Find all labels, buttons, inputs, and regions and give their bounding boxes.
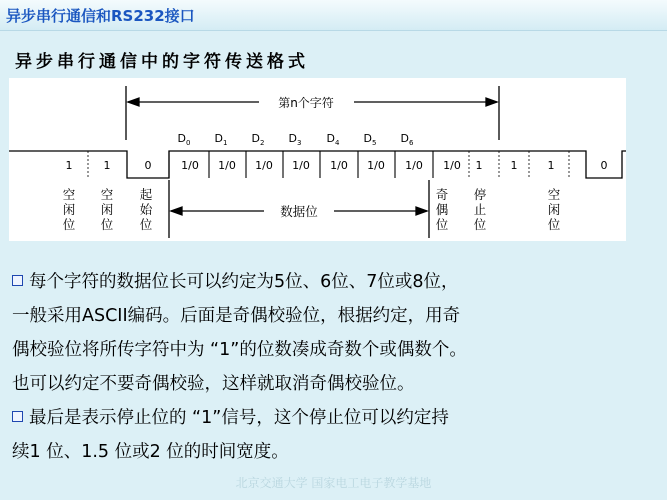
frame-label: 第n个字符 bbox=[278, 96, 334, 110]
bullet-square-icon bbox=[12, 411, 23, 422]
paragraph-2-line-1: 最后是表示停止位的 “1”信号，这个停止位可以约定持 bbox=[29, 408, 449, 428]
cell-value: 1/0 bbox=[405, 159, 423, 172]
field-label-stop: 位 bbox=[473, 217, 487, 232]
signal-waveform bbox=[9, 151, 626, 178]
bit-name-3: $D_3$ bbox=[288, 132, 302, 147]
cell-value: 1 bbox=[475, 159, 483, 172]
paragraph-2-line-2: 续1 位、1.5 位或2 位的时间宽度。 bbox=[12, 442, 289, 462]
field-label-idle3: 闲 bbox=[547, 202, 561, 217]
frame-format-svg bbox=[9, 78, 626, 241]
cell-value: 1/0 bbox=[330, 159, 348, 172]
bit-name-5: $D_5$ bbox=[363, 132, 377, 147]
field-label-idle2: 空 bbox=[100, 187, 114, 202]
frame-format-diagram bbox=[9, 78, 626, 241]
paragraph-1-line-3: 偶校验位将所传字符中为 “1”的位数凑成奇数个或偶数个。 bbox=[12, 340, 467, 360]
field-label-start: 起 bbox=[139, 187, 153, 202]
cell-value: 1/0 bbox=[367, 159, 385, 172]
field-label-idle1: 位 bbox=[62, 217, 76, 232]
cell-value: 1 bbox=[510, 159, 518, 172]
data-bits-label: 数据位 bbox=[280, 204, 318, 219]
footer-watermark: 北京交通大学 国家电工电子教学基地 bbox=[235, 476, 432, 490]
bit-name-2: $D_2$ bbox=[251, 132, 265, 147]
field-label-idle1: 闲 bbox=[62, 202, 76, 217]
title-bar bbox=[0, 0, 667, 31]
bit-name-4: $D_4$ bbox=[326, 132, 340, 147]
paragraph-2 bbox=[12, 401, 652, 469]
paragraph-1-line-1: 每个字符的数据位长可以约定为5位、6位、7位或8位， bbox=[29, 272, 459, 292]
paragraph-1-line-4: 也可以约定不要奇偶校验，这样就取消奇偶校验位。 bbox=[12, 374, 415, 394]
cell-value: 1/0 bbox=[255, 159, 273, 172]
bit-name-6: $D_6$ bbox=[400, 132, 414, 147]
slide-title: 异步串行通信和RS232接口 bbox=[6, 7, 195, 25]
field-label-idle2: 位 bbox=[100, 217, 114, 232]
cell-value: 1/0 bbox=[292, 159, 310, 172]
field-label-idle3: 位 bbox=[547, 217, 561, 232]
field-label-stop: 止 bbox=[473, 202, 487, 217]
cell-value: 1/0 bbox=[443, 159, 461, 172]
bullet-square-icon bbox=[12, 275, 23, 286]
section-heading: 异步串行通信中的字符传送格式 bbox=[15, 52, 309, 72]
field-label-parity: 偶 bbox=[435, 202, 449, 217]
field-label-idle1: 空 bbox=[62, 187, 76, 202]
field-label-idle2: 闲 bbox=[100, 202, 114, 217]
cell-value: 1 bbox=[103, 159, 111, 172]
field-label-stop: 停 bbox=[473, 187, 487, 202]
paragraph-1-line-2: 一般采用ASCII编码。后面是奇偶校验位，根据约定，用奇 bbox=[12, 306, 461, 326]
bit-name-group bbox=[178, 132, 414, 147]
cell-value: 0 bbox=[144, 159, 152, 172]
cell-value: 1/0 bbox=[218, 159, 236, 172]
field-label-start: 位 bbox=[139, 217, 153, 232]
cell-value: 1/0 bbox=[181, 159, 199, 172]
cell-divider-group bbox=[88, 151, 569, 178]
cell-value: 1 bbox=[547, 159, 555, 172]
cell-value: 1 bbox=[65, 159, 73, 172]
bit-name-1: $D_1$ bbox=[214, 132, 228, 147]
paragraph-1 bbox=[12, 265, 652, 401]
cell-value: 0 bbox=[600, 159, 608, 172]
cell-value-group bbox=[66, 159, 608, 172]
field-label-idle3: 空 bbox=[547, 187, 561, 202]
body-text bbox=[12, 265, 652, 469]
field-label-parity: 奇 bbox=[435, 187, 449, 202]
field-label-parity: 位 bbox=[435, 217, 449, 232]
field-label-start: 始 bbox=[139, 202, 153, 217]
bit-name-0: $D_0$ bbox=[177, 132, 191, 147]
